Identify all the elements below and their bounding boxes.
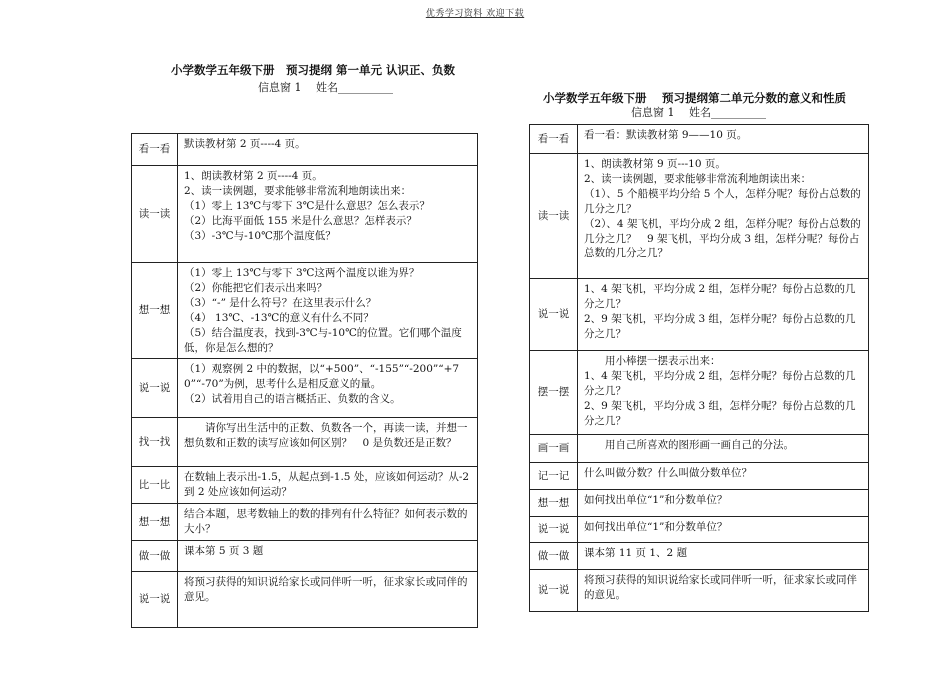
row-label: 画一画 [530,435,578,463]
row-label: 想一想 [132,504,178,541]
row-content: 1、朗读教材第 9 页---10 页。 2、读一读例题，要求能够非常流利地朗读出来： （1）、5 个船模平均分给 5 个人，怎样分呢？每份占总数的几分之几？ （2）、4 架飞机，平均分成 2 组，怎样分呢？每份占总数的几分之几？ 9 架飞机，平均分成 3 组，怎样分呢？每份占总数的几分之几？ [578,154,869,279]
row-label: 找一找 [132,418,178,467]
right-worksheet-table [529,124,869,612]
row-content: 1、4 架飞机，平均分成 2 组，怎样分呢？每份占总数的几分之几？ 2、9 架飞机，平均分成 3 组，怎样分呢？每份占总数的几分之几？ [578,279,869,351]
row-label: 说一说 [132,572,178,628]
table-row [530,279,869,351]
table-row [530,154,869,279]
row-content: 如何找出单位“1”和分数单位？ [578,490,869,517]
header-note: 优秀学习资料 欢迎下载 [425,9,525,19]
row-label: 说一说 [530,570,578,612]
table-row [530,351,869,435]
row-content: 课本第 11 页 1、2 题 [578,543,869,570]
row-content: 将预习获得的知识说给家长或同伴听一听，征求家长或同伴的意见。 [578,570,869,612]
row-content: 什么叫做分数？什么叫做分数单位？ [578,463,869,490]
row-content: 结合本题，思考数轴上的数的排列有什么特征？如何表示数的大小？ [178,504,478,541]
row-label: 做一做 [132,541,178,572]
row-content: （1）观察例 2 中的数据，以“+500”、“-155”“-200”“+70”“-70”为例，思考什么是相反意义的量。 （2）试着用自己的语言概括正、负数的含义。 [178,359,478,418]
row-label: 读一读 [530,154,578,279]
left-subtitle: 信息窗 1 姓名__________ [258,81,393,94]
table-row [530,517,869,543]
row-content: 在数轴上表示出-1.5，从起点到-1.5 处，应该如何运动？从-2 到 2 处应该如何运动？ [178,467,478,504]
table-row [132,418,478,467]
row-content: 看一看：默读教材第 9——10 页。 [578,125,869,154]
table-row [132,134,478,166]
row-label: 说一说 [530,279,578,351]
row-label: 看一看 [132,134,178,166]
row-label: 想一想 [132,263,178,359]
table-row [132,467,478,504]
left-worksheet-table [131,133,478,628]
table-row [132,359,478,418]
row-label: 说一说 [132,359,178,418]
right-title: 小学数学五年级下册 预习提纲第二单元分数的意义和性质 [543,91,847,105]
left-title: 小学数学五年级下册 预习提纲 第一单元 认识正、负数 [171,63,456,77]
table-row [132,572,478,628]
row-content: 用自己所喜欢的图形画一画自己的分法。 [578,435,869,463]
table-row [530,463,869,490]
row-content: 将预习获得的知识说给家长或同伴听一听，征求家长或同伴的意见。 [178,572,478,628]
row-label: 比一比 [132,467,178,504]
row-content: 1、朗读教材第 2 页----4 页。 2、读一读例题，要求能够非常流利地朗读出来： （1）零上 13℃与零下 3℃是什么意思？怎么表示？ （2）比海平面低 155 米是什么意思？怎样表示？ （3）-3℃与-10℃那个温度低？ [178,166,478,263]
table-row [530,125,869,154]
row-label: 摆一摆 [530,351,578,435]
row-content: 课本第 5 页 3 题 [178,541,478,572]
row-content: 默读教材第 2 页----4 页。 [178,134,478,166]
table-row [530,435,869,463]
table-row [132,166,478,263]
row-label: 做一做 [530,543,578,570]
row-content: 如何找出单位“1”和分数单位？ [578,517,869,543]
row-content: （1）零上 13℃与零下 3℃这两个温度以谁为界？ （2）你能把它们表示出来吗？ （3）“-” 是什么符号？在这里表示什么？ （4） 13℃、-13℃的意义有什么不同？ （5）结合温度表，找到-3℃与-10℃的位置。它们哪个温度低，你是怎么想的？ [178,263,478,359]
row-label: 想一想 [530,490,578,517]
row-label: 读一读 [132,166,178,263]
table-row [132,504,478,541]
table-row [530,543,869,570]
row-label: 说一说 [530,517,578,543]
row-content: 用小棒摆一摆表示出来： 1、4 架飞机，平均分成 2 组，怎样分呢？每份占总数的几分之几？ 2、9 架飞机，平均分成 3 组，怎样分呢？每份占总数的几分之几？ [578,351,869,435]
row-label: 看一看 [530,125,578,154]
row-label: 记一记 [530,463,578,490]
table-row [530,570,869,612]
table-row [530,490,869,517]
row-content: 请你写出生活中的正数、负数各一个，再读一读，并想一想负数和正数的读写应该如何区别？ 0 是负数还是正数？ [178,418,478,467]
right-subtitle: 信息窗 1 姓名__________ [631,106,766,119]
table-row [132,541,478,572]
table-row [132,263,478,359]
